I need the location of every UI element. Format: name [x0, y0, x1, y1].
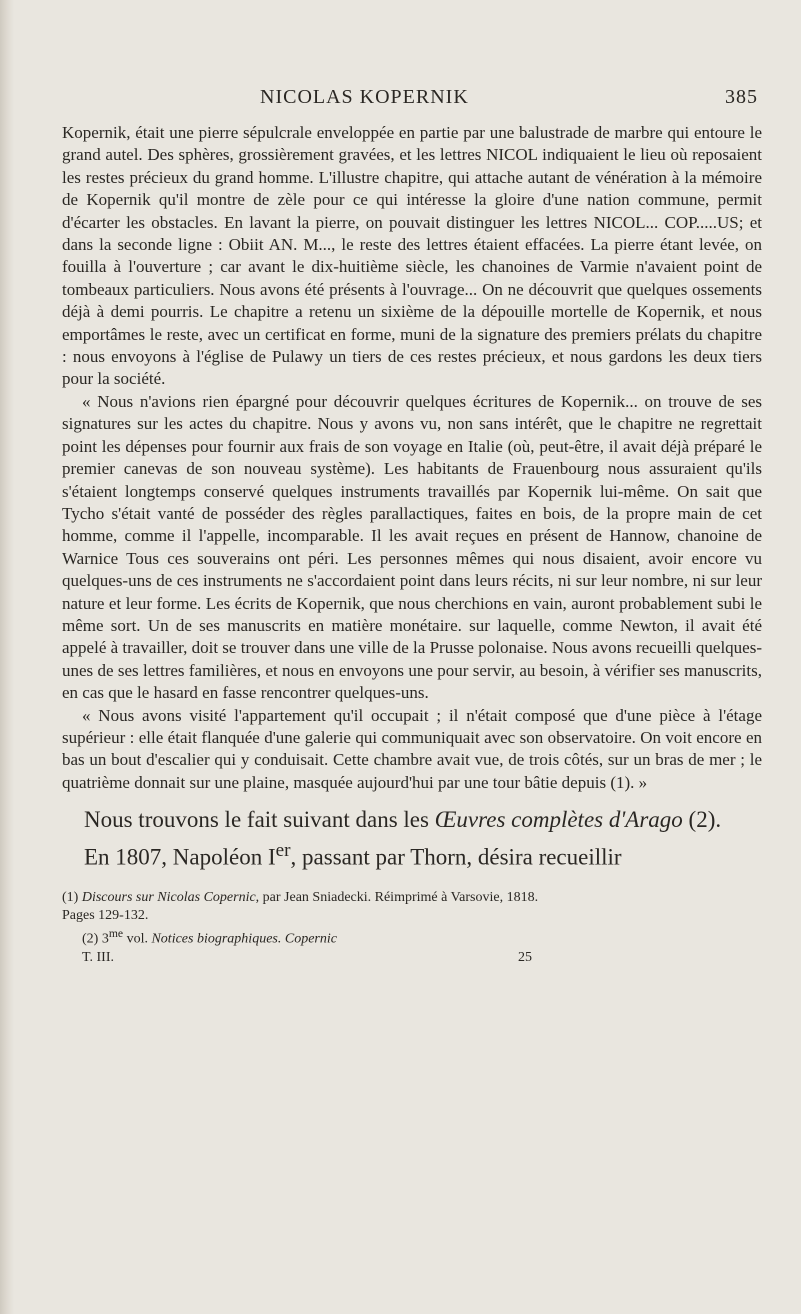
page-number: 385: [725, 86, 758, 108]
superscript: er: [275, 840, 291, 862]
signature-number: 25: [518, 949, 532, 965]
footnote-text: , par Jean Sniadecki. Réimprimé à Varsovie, 1818.: [255, 889, 539, 905]
paragraph-napoleon: [62, 835, 762, 873]
tome-mark: T. III.: [82, 949, 114, 965]
footnotes: [62, 889, 762, 967]
footnote-2: [62, 925, 762, 949]
signature-line: [62, 949, 762, 967]
work-title: Œuvres complètes d'Arago: [434, 807, 683, 833]
text-run: , passant par Thorn, désira recueillir: [290, 844, 622, 870]
running-header: [60, 86, 774, 118]
large-type-text: [62, 804, 762, 873]
footnote-1-pages: Pages 129-132.: [62, 907, 149, 923]
paragraph-arago: [62, 804, 762, 835]
footnote-mark: (1): [62, 889, 82, 905]
footnote-mark: (2) 3: [82, 931, 109, 947]
footnote-work-title: Notices biographiques. Copernic: [151, 931, 337, 947]
superscript: me: [108, 926, 124, 940]
paragraph: Kopernik, était une pierre sépulcrale enveloppée en partie par une balustrade de marbre qui entoure le grand autel. Des sphères, grossièrement gravées, et les lettres NICOL indiquaient le lieu où reposaient les restes précieux du grand homme. L'illustre chapitre, qui attache autant de vénération à la mémoire de Kopernik qu'il montre de zèle pour ce qui intéresse la gloire d'une nation commune, permit d'écarter les obstacles. En lavant la pierre, on pouvait distinguer les lettres NICOL... COP.....US; et dans la seconde ligne : Obiit AN. M..., le reste des lettres étaient effacées. La pierre étant levée, on fouilla à l'ouverture ; car avant le dix-huitième siècle, les chanoines de Varmie n'avaient point de tombeaux particuliers. Nous avons été présents à l'ouvrage... On ne découvrit que quelques ossements déjà à demi pourris. Le chapitre a retenu un sixième de la dépouille mortelle de Kopernik, et nous emportâmes le reste, avec un certificat en forme, muni de la signature des premiers prélats du chapitre : nous envoyons à l'église de Pulawy un tiers de ces restes précieux, et nous gardons les deux tiers pour la société.: [62, 123, 762, 389]
book-page: [62, 86, 774, 967]
main-text: [62, 122, 762, 794]
paragraph: « Nous n'avions rien épargné pour découvrir quelques écritures de Kopernik... on trouve de ses signatures sur les actes du chapitre. Nous y avons vu, non sans intérêt, que le chapitre ne regrettait point les dépenses pour fournir aux frais de son voyage en Italie (où, peut-être, il avait déjà préparé le premier canevas de son nouveau système). Les habitants de Frauenbourg nous assuraient qu'ils s'étaient longtemps conservé quelques instruments travaillés par Kopernik lui-même. On sait que Tycho s'était vanté de posséder des règles parallactiques, faites en bois, de la propre main de cet homme, comme il l'appelle, incomparable. Il les avait reçues en présent de Hannow, chanoine de Warnice Tous ces souverains ont péri. Les personnes mêmes qui nous disaient, avoir encore vu quelques-uns de ces instruments ne s'accordaient point dans leurs récits, ni sur leur nombre, ni sur leur nature et leur forme. Les écrits de Kopernik, que nous cherchions en vain, auront probablement subi le même sort. Un de ses manuscrits en matière monétaire. sur laquelle, comme Newton, il avait été appelé à travailler, doit se trouver dans une ville de la Prusse polonaise. Nous avons recueilli quelques-unes de ses lettres familières, et nous en envoyons une pour servir, au besoin, à vérifier ses manuscrits, en cas que le hasard en fasse rencontrer quelques-uns.: [62, 391, 762, 703]
running-title: NICOLAS KOPERNIK: [260, 86, 469, 108]
text-run: (2).: [682, 807, 722, 833]
paragraph: « Nous avons visité l'appartement qu'il occupait ; il n'était composé que d'une pièce à l'étage supérieur : elle était flanquée d'une galerie qui communiquait avec son observatoire. On voit encore en bas un bout d'escalier qui y conduisait. Cette chambre avait vue, de trois côtés, sur un bras de mer ; le quatrième donnait sur une plaine, masquée aujourd'hui par une tour bâtie depuis (1). »: [62, 705, 762, 792]
footnote-1: [62, 889, 762, 907]
scan-binding-edge: [0, 0, 14, 1314]
footnote-work-title: Discours sur Nicolas Copernic: [81, 889, 256, 905]
footnote-text: vol.: [123, 931, 152, 947]
text-run: Nous trouvons le fait suivant dans les: [84, 807, 435, 833]
text-run: En 1807, Napoléon I: [84, 844, 276, 870]
